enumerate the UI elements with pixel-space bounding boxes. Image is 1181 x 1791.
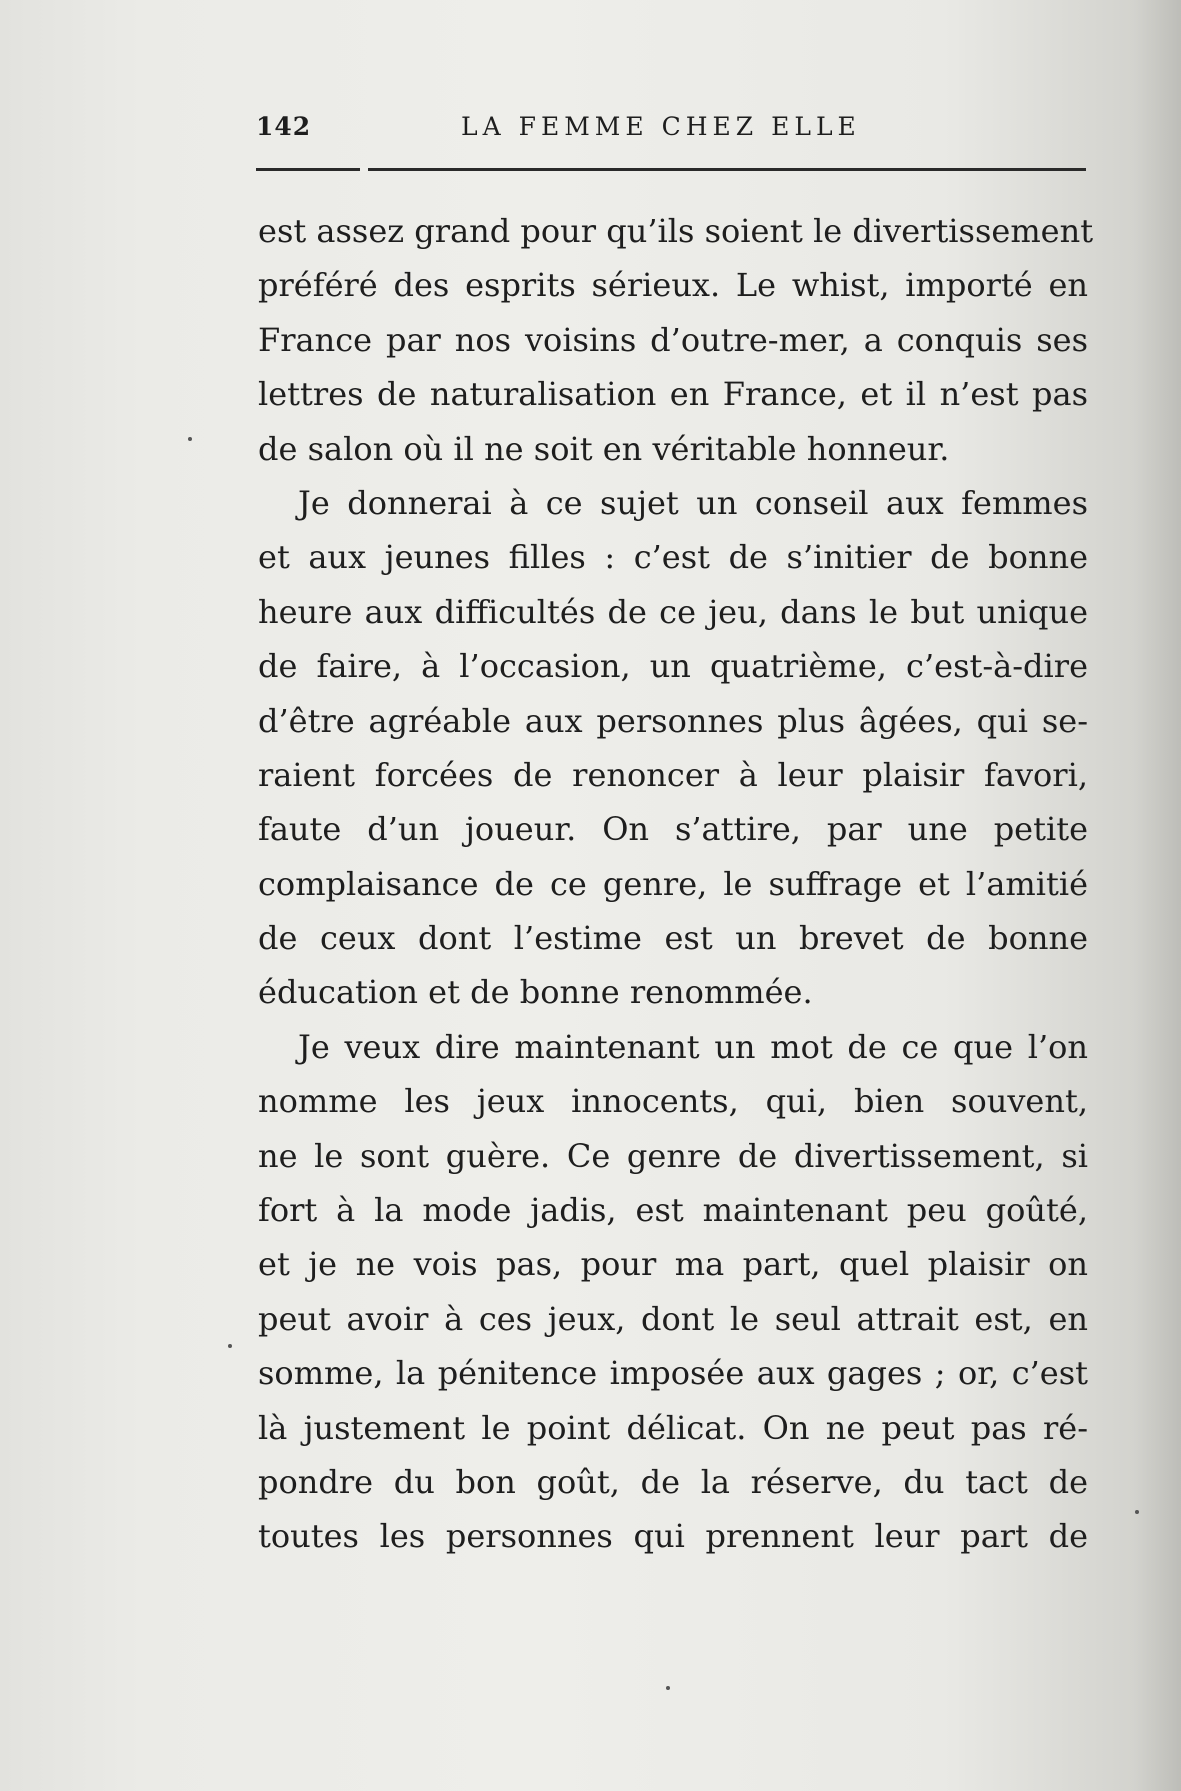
text-line: lettres de naturalisation en France, et il n’est pas [258,375,1088,414]
text-line: ne le sont guère. Ce genre de divertissement, si [258,1136,1088,1175]
paragraph-first-line: Je veux dire maintenant un mot de ce que l’on [298,1027,1088,1066]
text-line: et aux jeunes filles : c’est de s’initier de bonne [258,538,1088,577]
paper-speck [666,1686,670,1690]
text-line: fort à la mode jadis, est maintenant peu goûté, [258,1191,1088,1230]
text-line: éducation et de bonne renommée. [258,973,813,1012]
text-line: France par nos voisins d’outre-mer, a conquis ses [258,320,1088,359]
text-line: de faire, à l’occasion, un quatrième, c’est-à-dire [258,647,1088,686]
page-number: 142 [256,112,312,141]
text-line: somme, la pénitence imposée aux gages ; or, c’est [258,1354,1088,1393]
text-line: peut avoir à ces jeux, dont le seul attrait est, en [258,1299,1088,1338]
text-line: de salon où il ne soit en véritable honneur. [258,429,950,468]
text-line: toutes les personnes qui prennent leur part de [258,1517,1088,1556]
text-line: raient forcées de renoncer à leur plaisir favori, [258,755,1088,794]
text-line: heure aux difficultés de ce jeu, dans le but unique [258,592,1088,631]
text-line: est assez grand pour qu’ils soient le divertissement [258,212,1094,250]
text-line: complaisance de ce genre, le suffrage et l’amitié [258,864,1088,903]
text-line: là justement le point délicat. On ne peut pas ré- [258,1408,1088,1447]
text-line: de ceux dont l’estime est un brevet de bonne [258,919,1088,958]
text-line: pondre du bon goût, de la réserve, du tact de [258,1462,1088,1501]
header-rule [256,168,1086,171]
paper-speck [228,1344,232,1348]
paper-speck [1135,1510,1139,1514]
text-line: nomme les jeux innocents, qui, bien souvent, [258,1082,1088,1121]
running-title: LA FEMME CHEZ ELLE [461,112,861,141]
text-line: d’être agréable aux personnes plus âgées, qui se- [258,701,1088,740]
text-line: faute d’un joueur. On s’attire, par une petite [258,810,1088,849]
header-rule-break [360,167,368,172]
page-header [256,112,1088,152]
paper-speck [188,437,192,441]
body-text [258,204,1094,1564]
paragraph-first-line: Je donnerai à ce sujet un conseil aux femmes [298,483,1088,522]
text-line: et je ne vois pas, pour ma part, quel plaisir on [258,1245,1088,1284]
text-line: préféré des esprits sérieux. Le whist, importé en [258,266,1088,305]
